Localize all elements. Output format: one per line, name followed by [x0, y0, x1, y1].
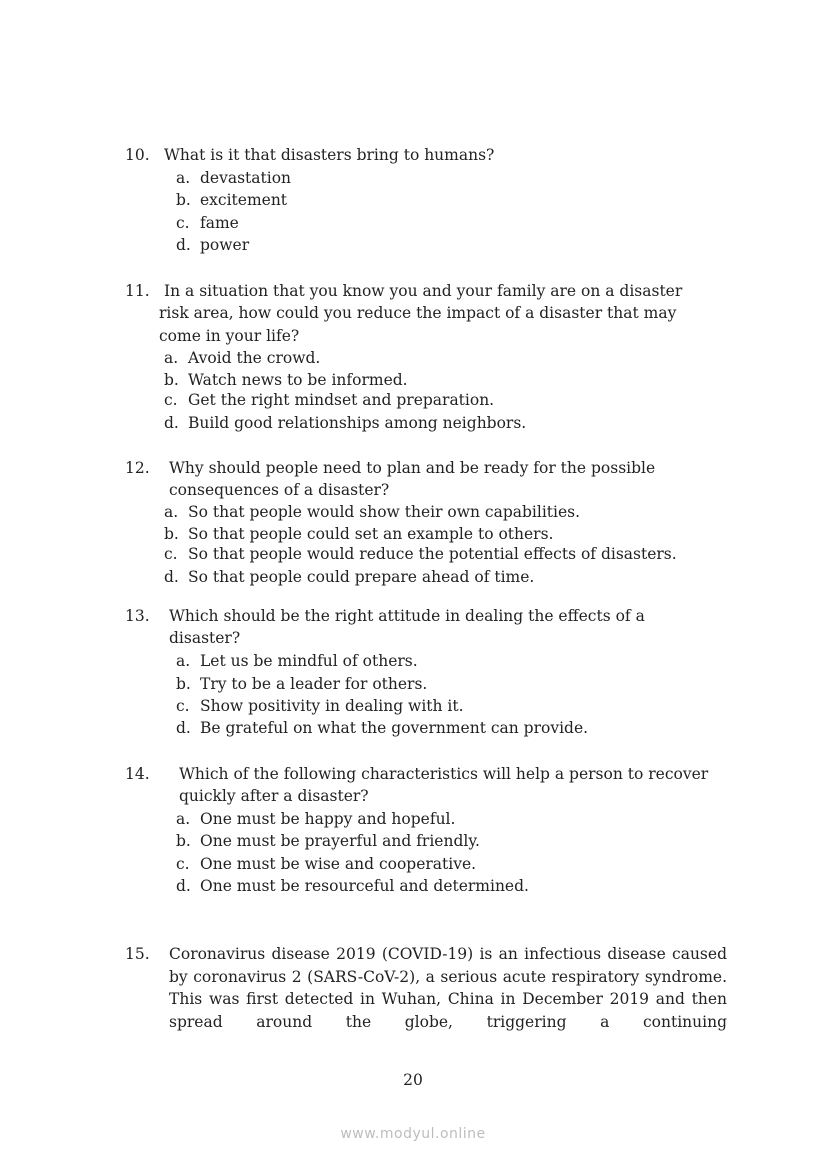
option-text: devastation [200, 169, 292, 187]
answer-option [176, 808, 455, 830]
option-letter: b. [164, 525, 179, 543]
option-letter: b. [176, 191, 191, 209]
option-letter: a. [176, 652, 191, 670]
option-text: Watch news to be informed. [188, 371, 408, 389]
question-stem: Which of the following characteristics will help a person to recover [179, 765, 709, 783]
option-letter: c. [176, 697, 190, 715]
option-text: Show positivity in dealing with it. [200, 697, 464, 715]
answer-option [176, 167, 291, 189]
answer-option [176, 853, 476, 875]
option-letter: c. [164, 545, 178, 563]
answer-option [164, 347, 320, 369]
option-letter: a. [176, 169, 191, 187]
question-stem: consequences of a disaster? [169, 481, 390, 499]
page-number: 20 [403, 1071, 423, 1089]
option-text: One must be happy and hopeful. [200, 810, 456, 828]
question-number: 11. [125, 282, 150, 300]
question-stem: come in your life? [159, 327, 300, 345]
option-letter: d. [176, 236, 191, 254]
option-letter: c. [176, 214, 190, 232]
option-text: So that people could set an example to others. [188, 525, 554, 543]
option-letter: b. [176, 832, 191, 850]
option-text: power [200, 236, 250, 254]
question-stem: quickly after a disaster? [179, 787, 369, 805]
question-stem: Which should be the right attitude in dealing the effects of a [169, 607, 645, 625]
answer-option [176, 650, 418, 672]
answer-option [176, 695, 464, 717]
option-letter: c. [164, 391, 178, 409]
answer-option [164, 412, 526, 434]
option-letter: a. [164, 503, 179, 521]
answer-option [164, 501, 580, 523]
question-stem: disaster? [169, 629, 241, 647]
option-letter: a. [164, 349, 179, 367]
option-text: Try to be a leader for others. [200, 675, 428, 693]
option-letter: b. [176, 675, 191, 693]
option-letter: d. [176, 719, 191, 737]
option-text: So that people could prepare ahead of time. [188, 568, 535, 586]
answer-option [176, 830, 480, 852]
option-text: So that people would show their own capabilities. [188, 503, 581, 521]
option-text: One must be resourceful and determined. [200, 877, 529, 895]
answer-option [176, 717, 588, 739]
answer-option [164, 389, 494, 411]
option-letter: a. [176, 810, 191, 828]
question-number: 13. [125, 607, 150, 625]
option-letter: c. [176, 855, 190, 873]
watermark: www.modyul.online [340, 1126, 486, 1142]
answer-option [176, 189, 287, 211]
question-paragraph: Coronavirus disease 2019 (COVID-19) is an infectious disease caused by coronavirus 2 (SARS-CoV-2), a serious acute respiratory syndrome. This was first detected in Wuhan, China in December 2019 and then spread around the globe, triggering a continuing [169, 945, 727, 1031]
answer-option [164, 543, 677, 565]
option-text: fame [200, 214, 239, 232]
answer-option [176, 875, 529, 897]
option-letter: b. [164, 371, 179, 389]
answer-option [164, 523, 553, 545]
answer-option [164, 369, 408, 391]
question-number: 10. [125, 146, 150, 164]
option-letter: d. [164, 568, 179, 586]
question-number: 15. [125, 945, 150, 963]
option-text: Be grateful on what the government can provide. [200, 719, 589, 737]
question-number: 14. [125, 765, 150, 783]
option-text: excitement [200, 191, 288, 209]
option-letter: d. [176, 877, 191, 895]
question-stem: Why should people need to plan and be ready for the possible [169, 459, 656, 477]
question-stem: In a situation that you know you and your family are on a disaster [164, 282, 683, 300]
option-text: One must be wise and cooperative. [200, 855, 477, 873]
question-stem: risk area, how could you reduce the impact of a disaster that may [159, 304, 677, 322]
question-stem: What is it that disasters bring to humans? [164, 146, 495, 164]
option-letter: d. [164, 414, 179, 432]
option-text: So that people would reduce the potential effects of disasters. [188, 545, 677, 563]
answer-option [176, 234, 249, 256]
option-text: Build good relationships among neighbors. [188, 414, 527, 432]
question-number: 12. [125, 459, 150, 477]
answer-option [164, 566, 534, 588]
answer-option [176, 212, 239, 234]
option-text: Avoid the crowd. [188, 349, 321, 367]
option-text: One must be prayerful and friendly. [200, 832, 480, 850]
option-text: Get the right mindset and preparation. [188, 391, 495, 409]
answer-option [176, 673, 427, 695]
option-text: Let us be mindful of others. [200, 652, 418, 670]
